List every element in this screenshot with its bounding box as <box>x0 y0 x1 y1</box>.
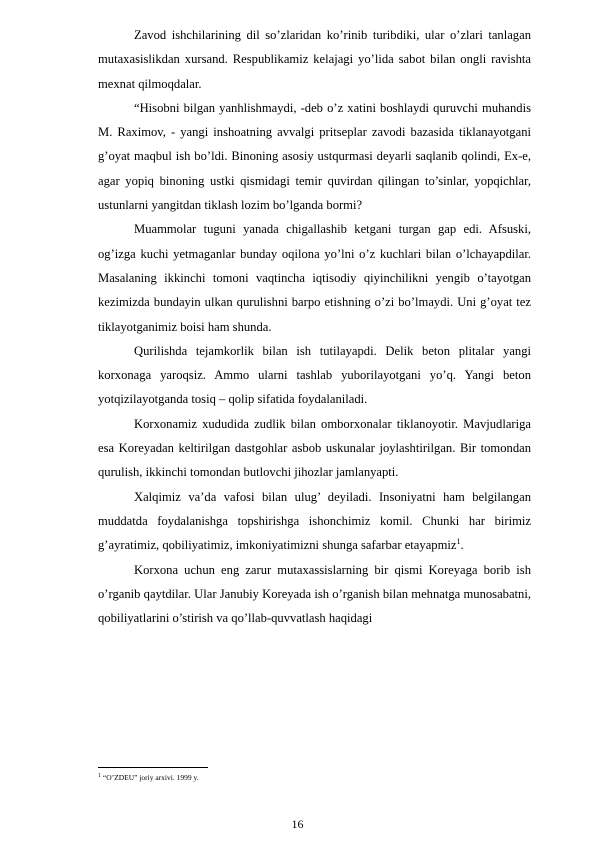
paragraph-with-footnote <box>98 485 531 558</box>
page-number: 16 <box>291 817 304 831</box>
paragraph: Zavod ishchilarining dil so’zlaridan ko’rinib turibdiki, ular o’zlari tanlagan mutaxasislikdan xursand. Respublikamiz kelajagi yo’lida sabot bilan ongli ravishta mexnat qilmoqdalar. <box>98 28 531 91</box>
paragraph: Korxona uchun eng zarur mutaxassislarning bir qismi Koreyaga borib ish o’rganib qaytdilar. Ular Janubiy Koreyada ish o’rganish bilan mehnatga munosabatni, qobiliyatlarini o’stirish va qo’llab-quvvatlash haqidagi <box>98 562 531 626</box>
footnote <box>98 771 199 783</box>
paragraph: Qurilishda tejamkorlik bilan ish tutilayapdi. Delik beton plitalar yangi korxonaga yaroqsiz. Ammo ularni tashlab yuborilayotgani yo’q. Yangi beton yotqizilayotganda tosiq – qolip sifatida foydalaniladi. <box>98 343 531 407</box>
paragraph: Muammolar tuguni yanada chigallashib ketgani turgan gap edi. Afsuski, og’izga kuchi yetmaganlar bunday oqilona yo’lni o’z kuchlari bilan o’lchayapdilar. Masalaning ikkinchi tomoni vaqtincha iqtisodiy qiyinchilikni yengib o’tayotgan kezimizda bundayin ulkan qurulishni barpo etishning o’zi bo’lmaydi. Uni g’oyat tez tiklayotganimiz boisi ham shunda. <box>98 222 531 334</box>
paragraph: Korxonamiz xududida zudlik bilan omborxonalar tiklanoyotir. Mavjudlariga esa Koreyadan keltirilgan dastgohlar asbob uskunalar joylashtirilgan. Bir tomondan qurulish, ikkinchi tomondan butlovchi jihozlar jamlanyapti. <box>98 416 531 480</box>
footnote-text: “O’ZDEU” joriy arxivi. 1999 y. <box>101 773 199 782</box>
footnote-reference[interactable]: 1 <box>456 537 461 547</box>
paragraph-tail: . <box>460 538 464 553</box>
footnote-mark: 1 <box>98 773 101 779</box>
body-text <box>98 23 531 630</box>
paragraph: “Hisobni bilgan yanhlishmaydi, -deb o’z xatini boshlaydi quruvchi muhandis M. Raximov, - yangi inshoatning avvalgi pritseplar zavodi bazasida tiklanayotgani g’oyat maqbul ish bo’ldi. Binoning asosiy ustqurmasi deyarli saqlanib qolindi, Ex-e, agar yopiq binoning ustki qismidagi temir quvirdan qilingan to’sinlar, yopqichlar, ustunlarni yangitdan tiklash lozim bo’lganda bormi? <box>98 100 531 213</box>
footnote-divider <box>98 767 208 768</box>
paragraph-text: Xalqimiz va’da vafosi bilan ulug’ deyiladi. Insoniyatni ham belgilangan muddatda foydalanishga topshirishga ishonchimiz komil. Chunki har birimiz g’ayratimiz, qobiliyatimiz, imkoniyatimizni shunga safarbar etayapmiz <box>98 489 531 553</box>
